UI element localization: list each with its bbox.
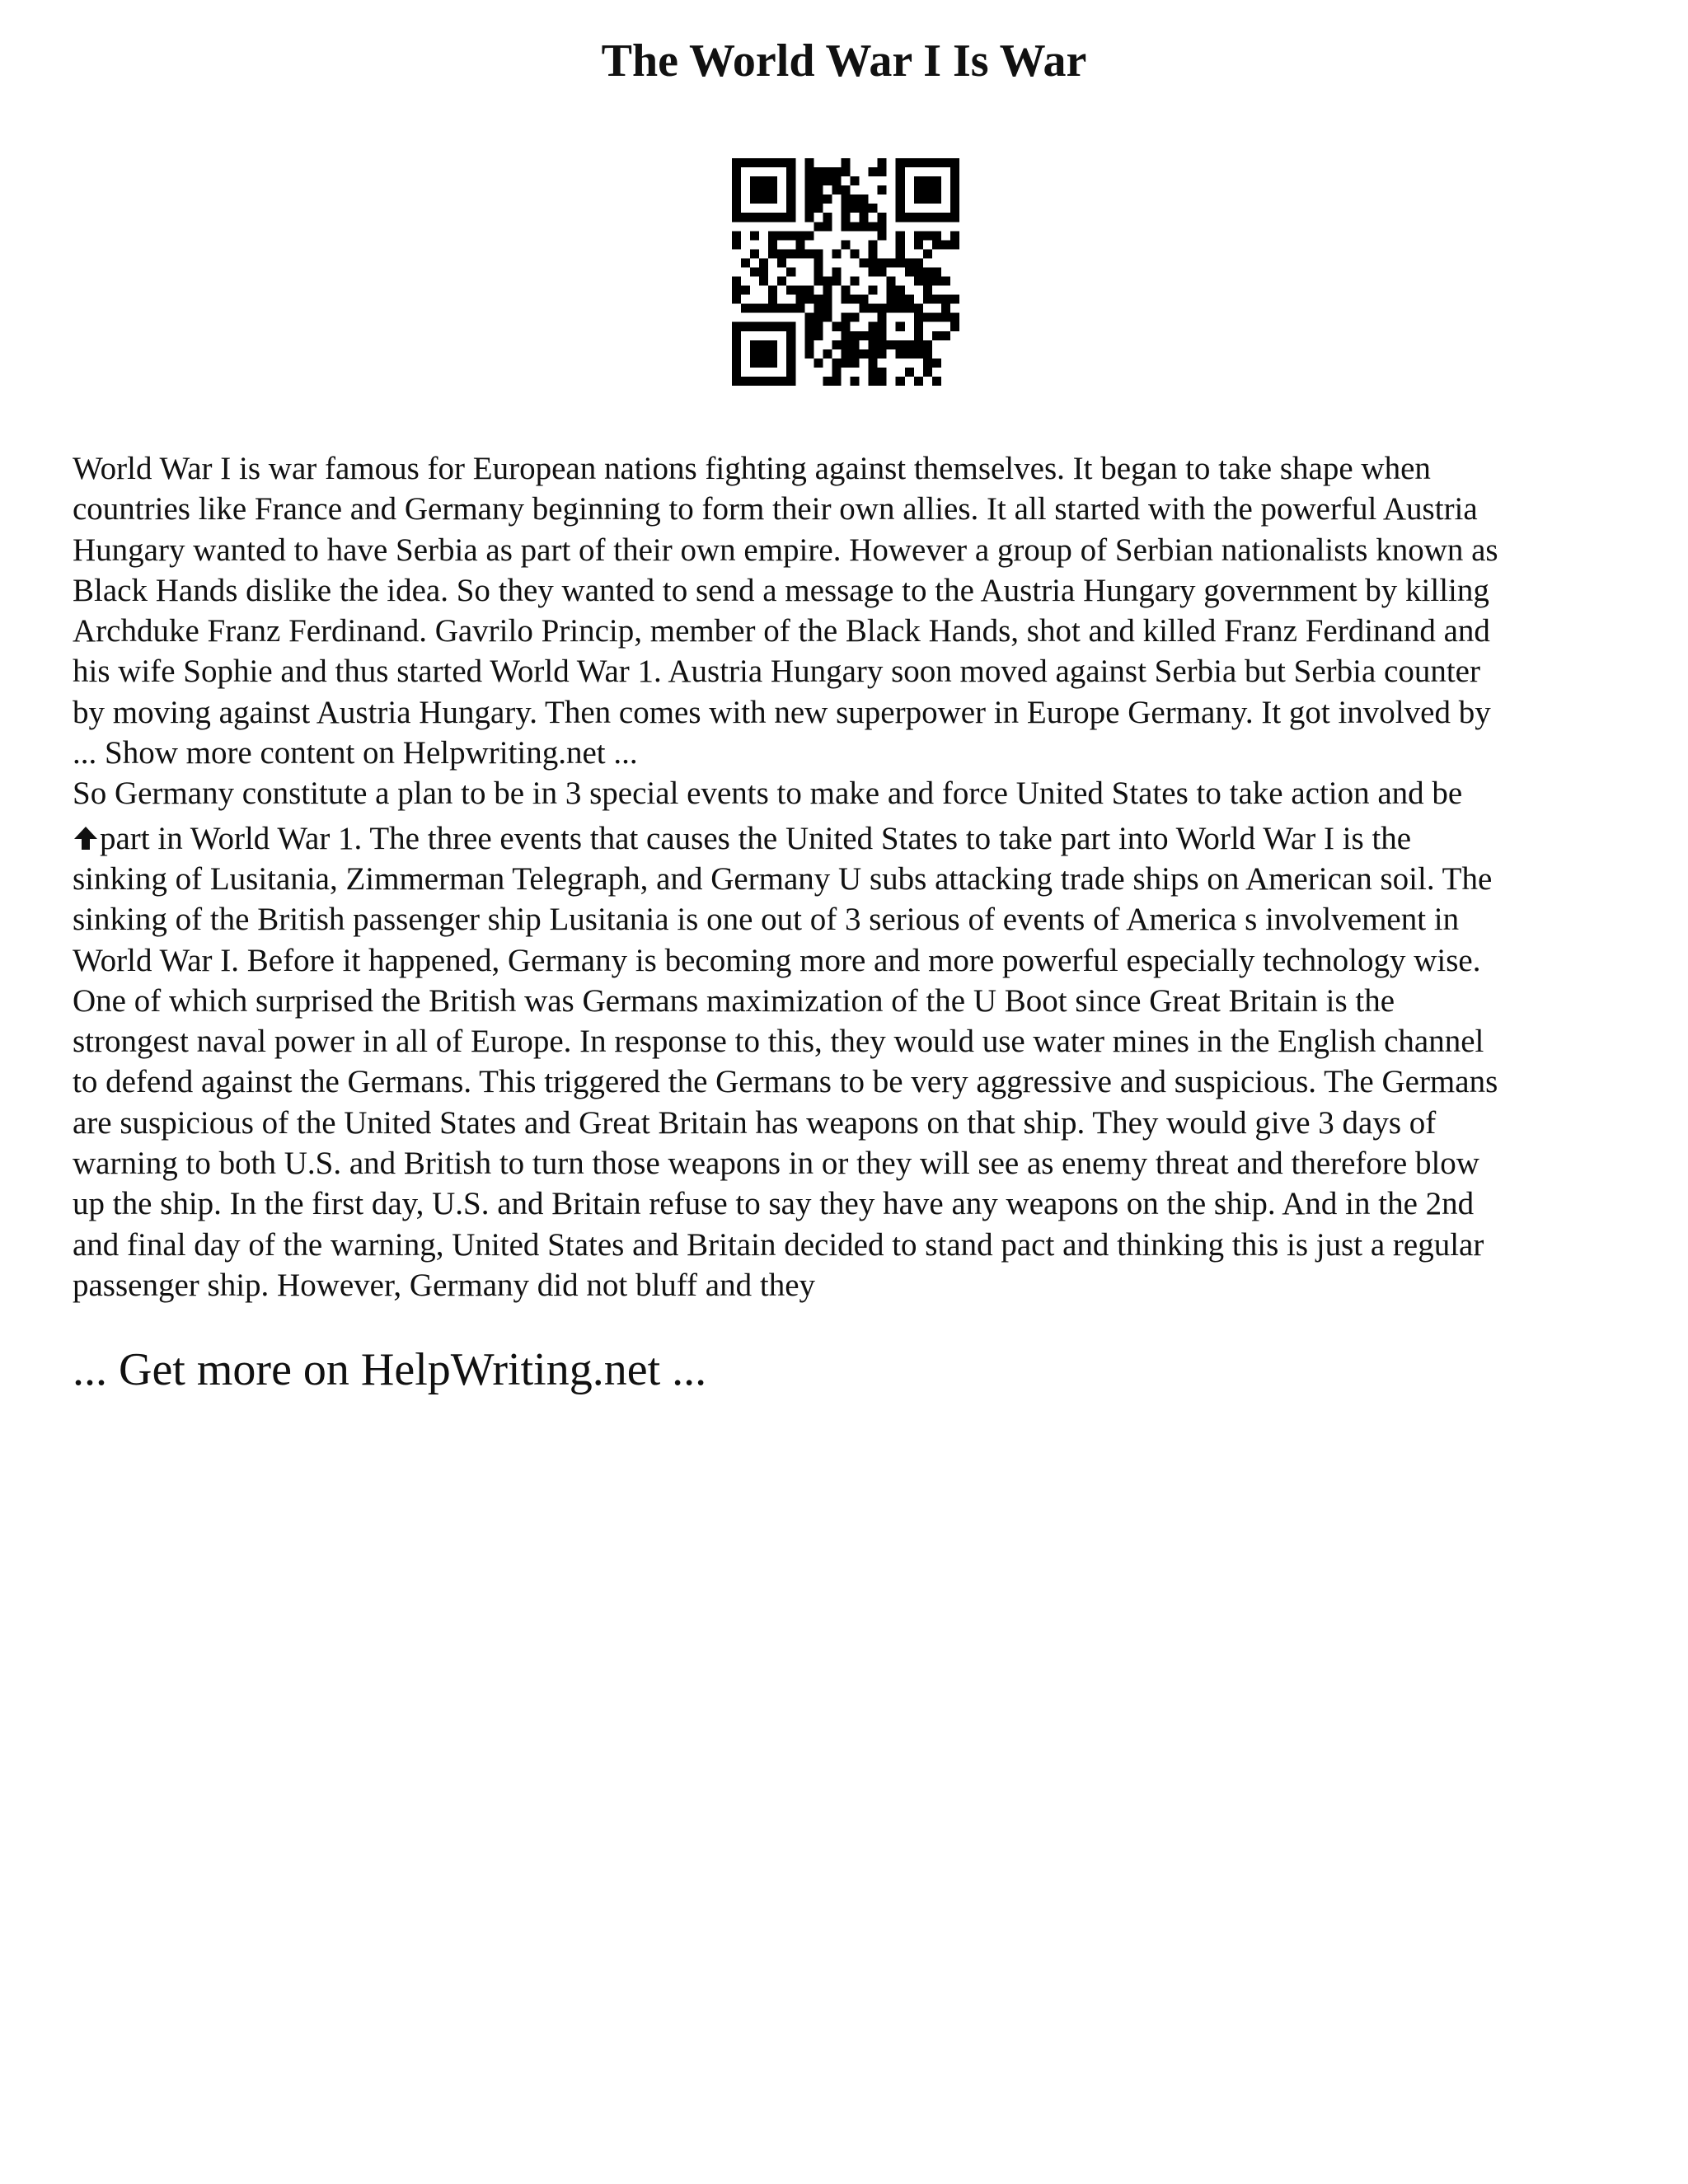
text-line-content: part in World War 1. The three events that causes the United States to take part into World War I is the: [100, 820, 1412, 856]
text-line: passenger ship. However, Germany did not bluff and they: [73, 1267, 815, 1303]
text-line: World War I. Before it happened, Germany is becoming more and more powerful especially technology wise.: [73, 942, 1481, 978]
text-line-with-arrow: [73, 818, 1622, 859]
text-line: Hungary wanted to have Serbia as part of their own empire. However a group of Serbian nationalists known as: [73, 532, 1498, 568]
get-more-link[interactable]: ... Get more on HelpWriting.net ...: [73, 1344, 707, 1395]
text-line: World War I is war famous for European nations fighting against themselves. It began to take shape when: [73, 451, 1431, 486]
text-line: Black Hands dislike the idea. So they wanted to send a message to the Austria Hungary government by killing: [73, 572, 1489, 608]
essay-paragraph-2: [73, 773, 1622, 1305]
text-line: by moving against Austria Hungary. Then comes with new superpower in Europe Germany. It got involved by: [73, 694, 1491, 730]
text-line: sinking of Lusitania, Zimmerman Telegraph, and Germany U subs attacking trade ships on American soil. The: [73, 860, 1493, 897]
text-line: sinking of the British passenger ship Lusitania is one out of 3 serious of events of America s involvement in: [73, 902, 1460, 938]
qr-code-icon: [732, 158, 959, 386]
text-line: So Germany constitute a plan to be in 3 special events to make and force United States to take action and be: [73, 776, 1463, 812]
text-line: to defend against the Germans. This triggered the Germans to be very aggressive and suspicious. The Germans: [73, 1064, 1498, 1100]
text-line: strongest naval power in all of Europe. In response to this, they would use water mines in the English channel: [73, 1024, 1484, 1060]
essay-paragraph-1: [73, 448, 1622, 773]
text-line: ... Show more content on Helpwriting.net ...: [73, 735, 638, 771]
text-line: are suspicious of the United States and Great Britain has weapons on that ship. They would give 3 days of: [73, 1104, 1437, 1141]
text-line: countries like France and Germany beginning to form their own allies. It all started with the powerful Austria: [73, 491, 1478, 527]
text-line: warning to both U.S. and British to turn those weapons in or they will see as enemy threat and therefore blow: [73, 1146, 1479, 1182]
essay-body: [73, 448, 1622, 1305]
document-title: The World War I Is War: [601, 35, 1087, 87]
text-line: and final day of the warning, United States and Britain decided to stand pact and thinking this is just a regular: [73, 1226, 1484, 1263]
text-line: up the ship. In the first day, U.S. and Britain refuse to say they have any weapons on the ship. And in the 2nd: [73, 1186, 1475, 1222]
text-line: One of which surprised the British was Germans maximization of the U Boot since Great Britain is the: [73, 982, 1395, 1019]
text-line: his wife Sophie and thus started World War 1. Austria Hungary soon moved against Serbia but Serbia counter: [73, 654, 1480, 690]
arrow-up-icon: [73, 825, 99, 851]
text-line: Archduke Franz Ferdinand. Gavrilo Princip, member of the Black Hands, shot and killed Franz Ferdinand and: [73, 613, 1490, 649]
